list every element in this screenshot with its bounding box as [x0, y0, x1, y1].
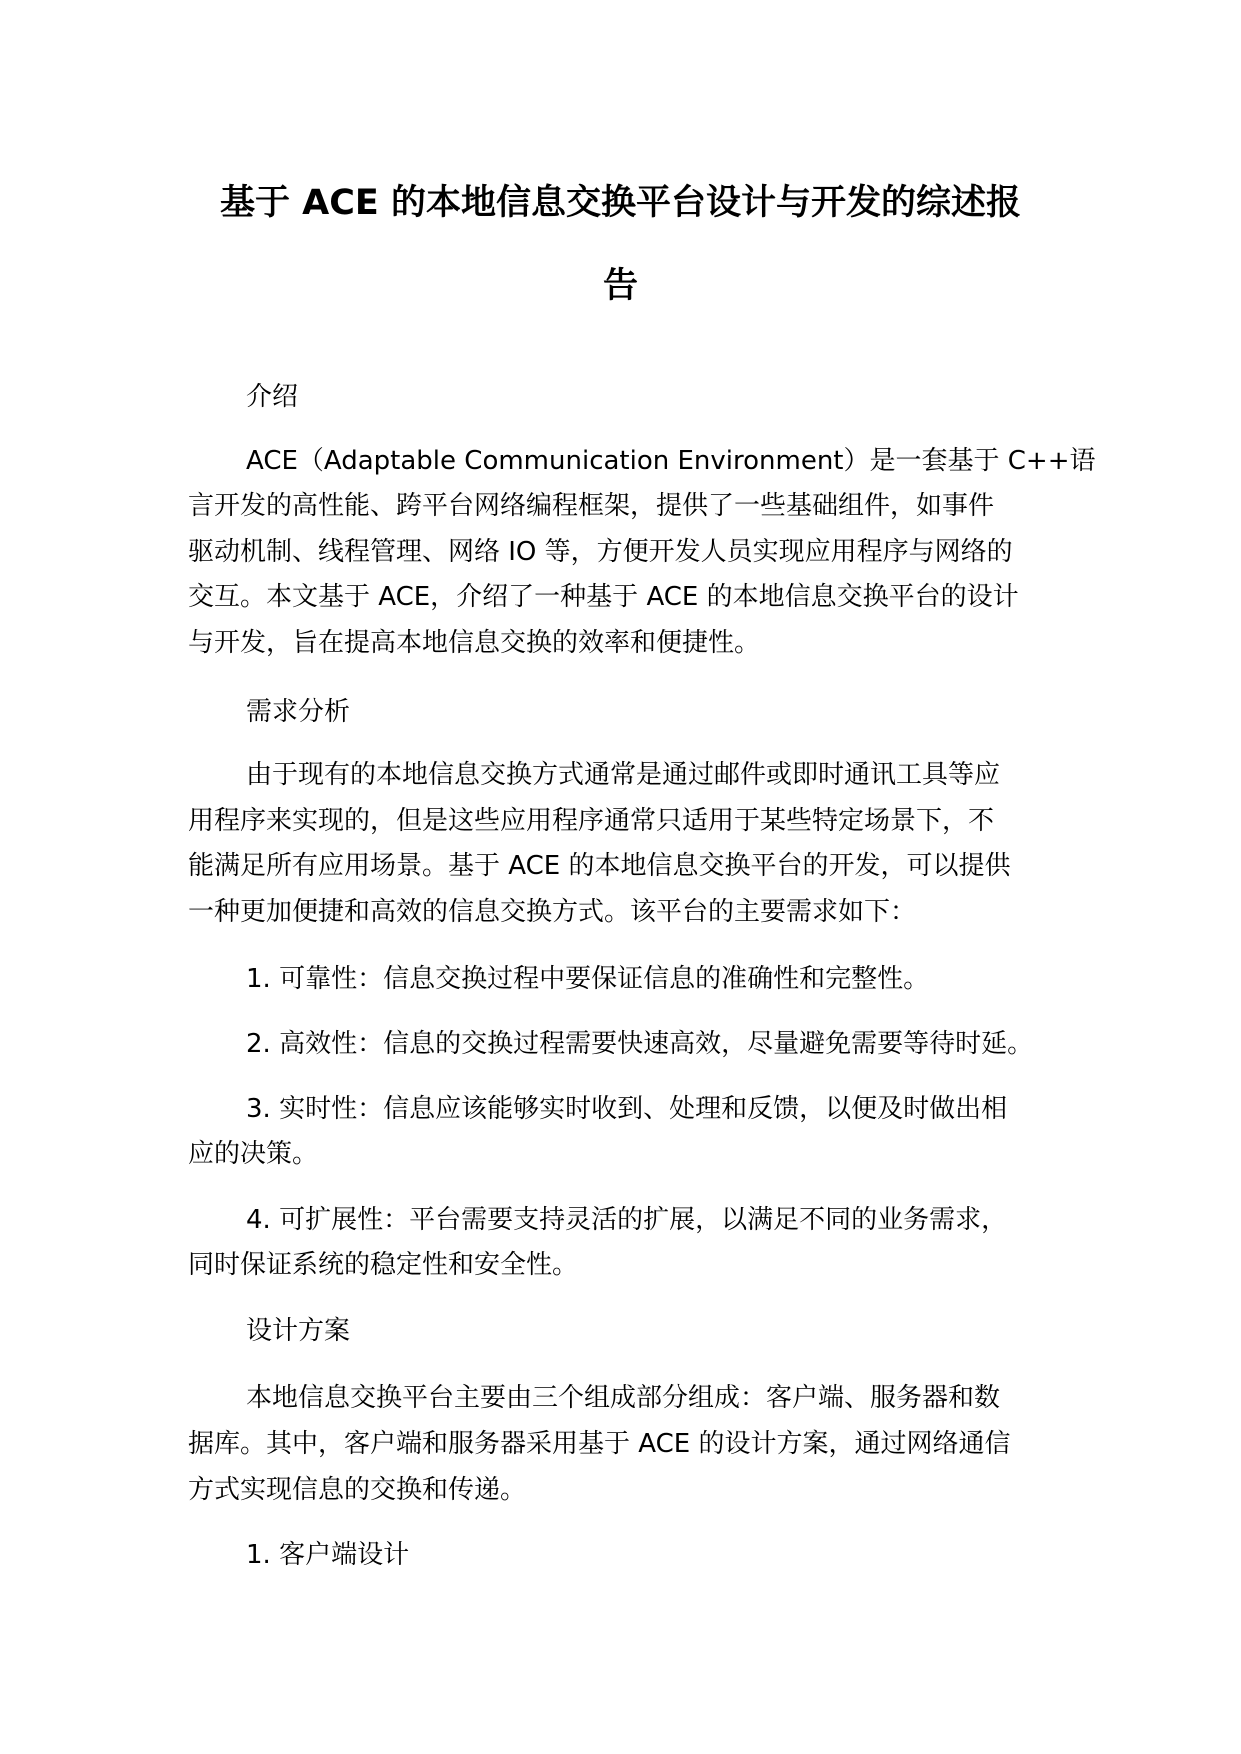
paragraph-line: 由于现有的本地信息交换方式通常是通过邮件或即时通讯工具等应 [246, 760, 1001, 790]
section-heading-intro: 介绍 [246, 382, 299, 412]
paragraph-line: 本地信息交换平台主要由三个组成部分组成：客户端、服务器和数 [246, 1383, 1001, 1413]
paragraph-line: 与开发，旨在提高本地信息交换的效率和便捷性。 [188, 628, 761, 658]
list-item: 4. 可扩展性：平台需要支持灵活的扩展，以满足不同的业务需求， [246, 1205, 1008, 1235]
paragraph-line: ACE（Adaptable Communication Environment）是一套基于 C++语 [246, 446, 1096, 476]
list-item: 1. 可靠性：信息交换过程中要保证信息的准确性和完整性。 [246, 964, 930, 994]
subsection-heading-client: 1. 客户端设计 [246, 1540, 410, 1570]
list-item-continuation: 应的决策。 [188, 1139, 319, 1169]
document-title-line-1: 基于 ACE 的本地信息交换平台设计与开发的综述报 [219, 183, 1022, 223]
paragraph-line: 交互。本文基于 ACE，介绍了一种基于 ACE 的本地信息交换平台的设计 [188, 582, 1019, 612]
list-item-continuation: 同时保证系统的稳定性和安全性。 [188, 1250, 579, 1280]
paragraph-line: 方式实现信息的交换和传递。 [188, 1475, 527, 1505]
paragraph-line: 言开发的高性能、跨平台网络编程框架，提供了一些基础组件，如事件 [188, 491, 995, 521]
list-item: 3. 实时性：信息应该能够实时收到、处理和反馈，以便及时做出相 [246, 1094, 1008, 1124]
section-heading-requirements: 需求分析 [246, 697, 351, 727]
paragraph-line: 能满足所有应用场景。基于 ACE 的本地信息交换平台的开发，可以提供 [188, 851, 1011, 881]
section-heading-design: 设计方案 [246, 1316, 351, 1346]
paragraph-line: 用程序来实现的，但是这些应用程序通常只适用于某些特定场景下，不 [188, 806, 995, 836]
paragraph-line: 据库。其中，客户端和服务器采用基于 ACE 的设计方案，通过网络通信 [188, 1429, 1011, 1459]
paragraph-line: 一种更加便捷和高效的信息交换方式。该平台的主要需求如下： [188, 897, 917, 927]
document-title-line-2: 告 [602, 266, 638, 306]
list-item: 2. 高效性：信息的交换过程需要快速高效，尽量避免需要等待时延。 [246, 1029, 1034, 1059]
paragraph-line: 驱动机制、线程管理、网络 IO 等，方便开发人员实现应用程序与网络的 [188, 537, 1013, 567]
